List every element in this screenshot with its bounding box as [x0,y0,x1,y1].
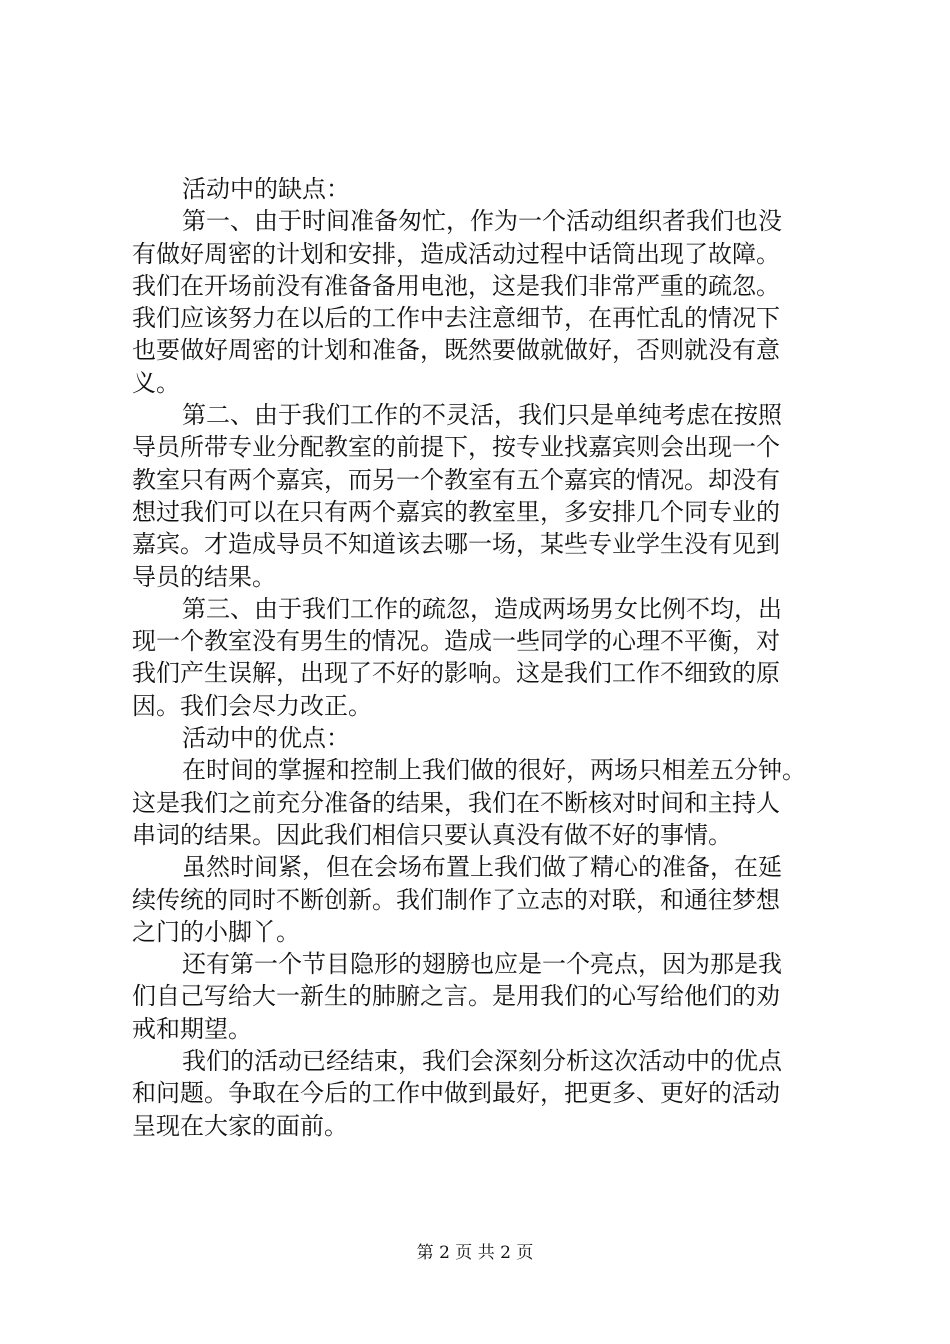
text-line: 也要做好周密的计划和准备，既然要做就做好，否则就没有意 [132,336,780,365]
text-line: 我们应该努力在以后的工作中去注意细节，在再忙乱的情况下 [132,304,780,333]
text-line: 活动中的缺点： [182,175,350,203]
text-line: 现一个教室没有男生的情况。造成一些同学的心理不平衡，对 [132,627,780,656]
text-line: 我们在开场前没有准备备用电池，这是我们非常严重的疏忽。 [132,271,780,300]
text-line: 义。 [132,368,180,397]
text-line: 虽然时间紧，但在会场布置上我们做了精心的准备，在延 [182,853,782,882]
text-line: 在时间的掌握和控制上我们做的很好，两场只相差五分钟。 [182,756,806,785]
text-line: 戒和期望。 [132,1014,252,1043]
text-line: 嘉宾。才造成导员不知道该去哪一场，某些专业学生没有见到 [132,530,780,559]
text-line: 因。我们会尽力改正。 [132,691,372,720]
text-line: 导员所带专业分配教室的前提下，按专业找嘉宾则会出现一个 [132,433,780,462]
text-line: 有做好周密的计划和安排，造成活动过程中话筒出现了故障。 [132,239,780,268]
text-line: 教室只有两个嘉宾，而另一个教室有五个嘉宾的情况。却没有 [132,465,780,494]
text-line: 续传统的同时不断创新。我们制作了立志的对联，和通往梦想 [132,885,780,914]
document-body [132,173,832,1142]
text-line: 我们的活动已经结束，我们会深刻分析这次活动中的优点 [182,1047,782,1076]
text-line: 串词的结果。因此我们相信只要认真没有做不好的事情。 [132,820,732,849]
text-line: 这是我们之前充分准备的结果，我们在不断核对时间和主持人 [132,788,780,817]
text-line: 之门的小脚丫。 [132,917,300,946]
text-line: 呈现在大家的面前。 [132,1111,348,1140]
text-line: 还有第一个节目隐形的翅膀也应是一个亮点，因为那是我 [182,950,782,979]
text-line: 想过我们可以在只有两个嘉宾的教室里，多安排几个同专业的 [132,497,780,526]
page-footer: 第 2 页 共 2 页 [416,1243,534,1263]
text-line: 活动中的优点： [182,724,350,753]
text-line: 我们产生误解，出现了不好的影响。这是我们工作不细致的原 [132,659,780,688]
text-line: 导员的结果。 [132,562,276,591]
text-line: 第三、由于我们工作的疏忽，造成两场男女比例不均，出 [182,594,782,623]
text-line: 第二、由于我们工作的不灵活，我们只是单纯考虑在按照 [182,401,782,430]
text-line: 和问题。争取在今后的工作中做到最好，把更多、更好的活动 [132,1079,780,1108]
text-line: 第一、由于时间准备匆忙，作为一个活动组织者我们也没 [182,207,782,236]
text-line: 们自己写给大一新生的肺腑之言。是用我们的心写给他们的劝 [132,982,780,1011]
